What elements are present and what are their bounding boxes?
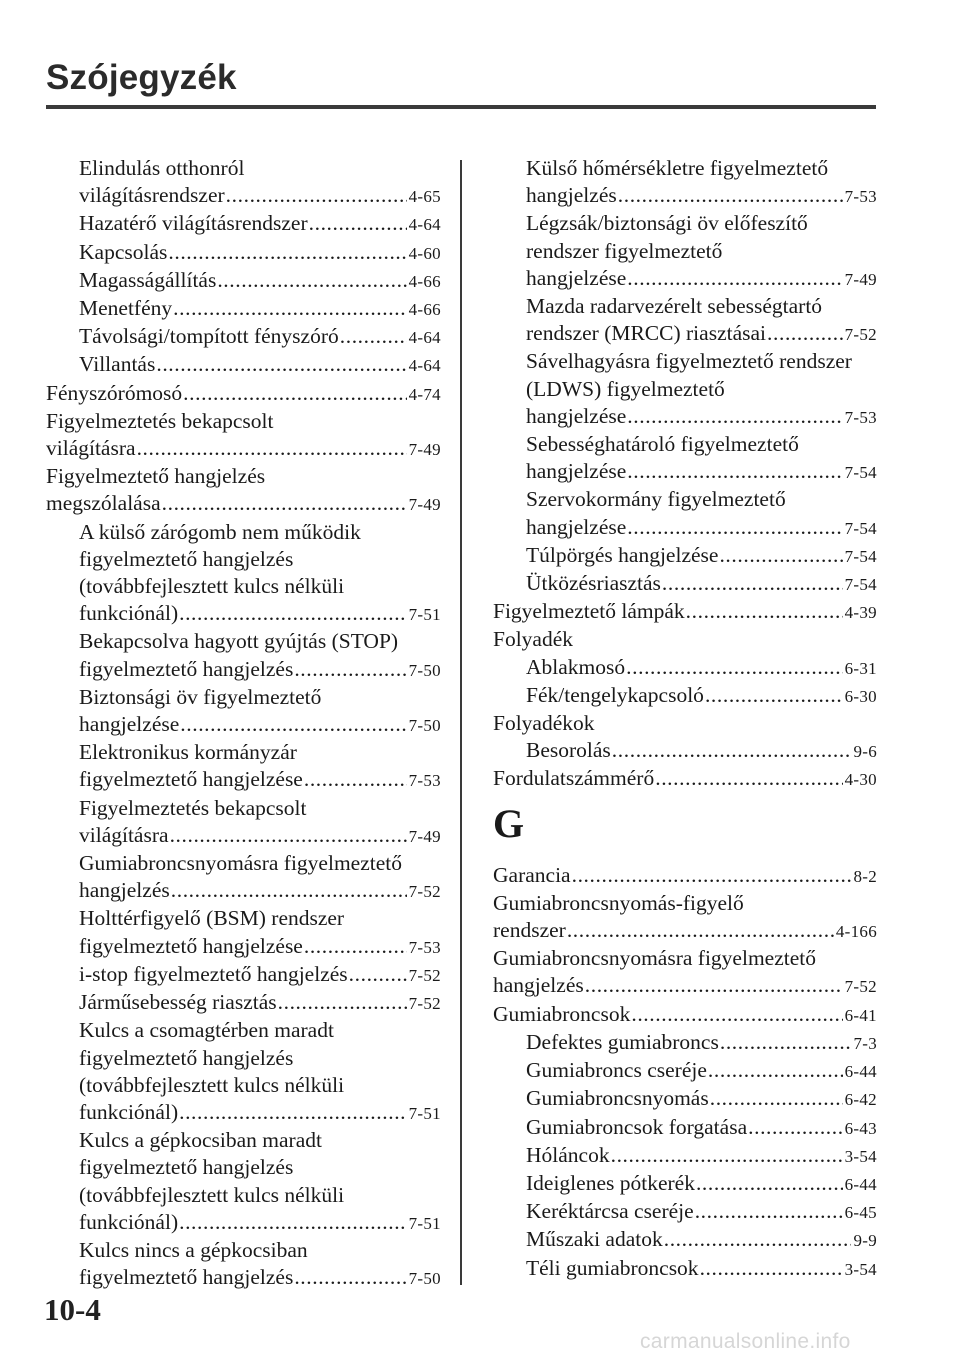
page-reference: 7-53 (408, 937, 441, 957)
index-term: Hazatérő világításrendszer (79, 211, 308, 236)
index-term: hangjelzése (526, 514, 627, 539)
index-entry (493, 862, 877, 890)
index-subentry (493, 1255, 877, 1283)
dot-leader (655, 765, 842, 792)
dot-leader (340, 323, 407, 350)
index-subentry (46, 795, 441, 822)
dot-leader (567, 917, 834, 944)
page-reference: 4-65 (408, 187, 441, 207)
dot-leader (572, 862, 852, 889)
dot-leader (179, 1209, 407, 1236)
index-term: Gumiabroncs cseréje (526, 1058, 707, 1083)
index-term: Ütközésriasztás (526, 571, 661, 596)
index-term: Defektes gumiabroncs (526, 1029, 719, 1054)
dot-leader (226, 182, 407, 209)
index-subentry (493, 431, 877, 458)
index-term: Sávelhagyásra figyelmeztető rendszer (526, 349, 852, 374)
index-subentry (493, 155, 877, 182)
index-term: A külső zárógomb nem működik (79, 519, 361, 544)
index-entry (46, 435, 441, 463)
dot-leader (349, 961, 407, 988)
index-term: (továbbfejlesztett kulcs nélküli (79, 1182, 345, 1207)
index-term: Szervokormány figyelmeztető (526, 487, 786, 512)
index-term: Garancia (493, 862, 571, 887)
index-subentry (46, 822, 441, 850)
index-term: figyelmeztető hangjelzés (79, 656, 294, 681)
index-term: funkciónál) (79, 1099, 179, 1124)
dot-leader (748, 1114, 843, 1141)
index-term: Hóláncok (526, 1142, 610, 1167)
index-subentry (46, 600, 441, 628)
index-term: rendszer (493, 918, 566, 943)
index-subentry (46, 877, 441, 905)
index-term: Fényszórómosó (46, 380, 183, 405)
index-term: figyelmeztető hangjelzés (79, 546, 294, 571)
index-term: figyelmeztető hangjelzés (79, 1265, 294, 1290)
index-subentry (493, 1142, 877, 1170)
index-subentry (46, 766, 441, 794)
index-subentry (493, 682, 877, 710)
dot-leader (627, 514, 842, 541)
page-reference: 6-43 (844, 1118, 877, 1138)
dot-leader (705, 682, 843, 709)
index-term: Gumiabroncsok forgatása (526, 1114, 748, 1139)
index-term: Ideiglenes pótkerék (526, 1170, 695, 1195)
index-entry (493, 710, 877, 737)
index-subentry (493, 1170, 877, 1198)
index-term: Kulcs a gépkocsiban maradt (79, 1128, 322, 1153)
dot-leader (294, 1264, 406, 1291)
dot-leader (708, 1057, 843, 1084)
index-term: Sebességhatároló figyelmeztető (526, 432, 799, 457)
index-subentry (46, 210, 441, 238)
page-reference: 7-50 (408, 716, 441, 736)
index-subentry (46, 1099, 441, 1127)
index-subentry (493, 265, 877, 293)
index-subentry (46, 239, 441, 267)
index-subentry (46, 989, 441, 1017)
index-term: Mazda radarvezérelt sebességtartó (526, 294, 823, 319)
dot-leader (627, 403, 842, 430)
index-term: Elindulás otthonról (79, 156, 245, 180)
index-subentry (46, 573, 441, 600)
index-term: hangjelzés (526, 183, 617, 208)
page-reference: 3-54 (844, 1146, 877, 1166)
index-term: Biztonsági öv figyelmeztető (79, 684, 322, 709)
page-reference: 6-30 (844, 686, 877, 706)
index-subentry (493, 1198, 877, 1226)
index-subentry (493, 403, 877, 431)
dot-leader (710, 1085, 843, 1112)
page-reference: 7-52 (844, 977, 877, 997)
index-subentry (493, 293, 877, 320)
index-term: hangjelzése (79, 712, 180, 737)
dot-leader (719, 542, 842, 569)
dot-leader (664, 1226, 852, 1253)
index-entry (46, 490, 441, 518)
dot-leader (700, 1255, 843, 1282)
index-entries-g (493, 862, 877, 1283)
page-reference: 6-31 (844, 658, 877, 678)
index-entry (493, 598, 877, 626)
index-subentry (46, 323, 441, 351)
dot-leader (294, 656, 406, 683)
index-term: (továbbfejlesztett kulcs nélküli (79, 574, 345, 599)
index-term: Gumiabroncsnyomás-figyelő (493, 890, 744, 915)
index-subentry (46, 684, 441, 711)
index-term: Keréktárcsa cseréje (526, 1199, 694, 1224)
index-subentry (493, 376, 877, 403)
index-term: Fék/tengelykapcsoló (526, 682, 704, 707)
index-subentry (46, 1264, 441, 1292)
dot-leader (304, 766, 407, 793)
index-term: (LDWS) figyelmeztető (526, 376, 725, 401)
index-term: Ablakmosó (526, 654, 626, 679)
page-title: Szójegyzék (46, 58, 237, 97)
dot-leader (137, 435, 407, 462)
index-subentry (46, 519, 441, 546)
index-term: Külső hőmérsékletre figyelmeztető (526, 156, 829, 180)
index-subentry (493, 654, 877, 682)
index-term: Bekapcsolva hagyott gyújtás (STOP) (79, 629, 399, 654)
index-term: Gumiabroncsok (493, 1001, 631, 1026)
column-divider (460, 160, 462, 1285)
index-term: hangjelzése (526, 459, 627, 484)
index-entry (46, 408, 441, 435)
dot-leader (720, 1029, 852, 1056)
index-subentry (46, 351, 441, 379)
index-term: Távolsági/tompított fényszóró (79, 324, 339, 349)
index-term: (továbbfejlesztett kulcs nélküli (79, 1072, 345, 1097)
index-subentry (46, 1072, 441, 1099)
index-term: funkciónál) (79, 1209, 179, 1234)
index-term: hangjelzése (526, 265, 627, 290)
index-subentry (46, 656, 441, 684)
index-term: Gumiabroncsnyomásra figyelmeztető (493, 946, 816, 971)
page-reference: 7-52 (408, 882, 441, 902)
index-entry (493, 890, 877, 917)
index-subentry (46, 1017, 441, 1044)
page-reference: 9-9 (853, 1231, 877, 1251)
index-subentry (493, 1226, 877, 1254)
index-column-left (46, 155, 441, 1292)
index-term: rendszer figyelmeztető (526, 238, 723, 263)
dot-leader (180, 711, 406, 738)
index-subentry (493, 182, 877, 210)
index-subentry (46, 850, 441, 877)
dot-leader (179, 1099, 407, 1126)
page-reference: 4-66 (408, 271, 441, 291)
page-reference: 7-50 (408, 1269, 441, 1289)
index-subentry (493, 320, 877, 348)
section-letter-g: G (493, 800, 525, 846)
index-subentry (493, 1085, 877, 1113)
page-reference: 7-49 (844, 269, 877, 289)
dot-leader (309, 210, 407, 237)
index-subentry (46, 933, 441, 961)
dot-leader (179, 600, 407, 627)
index-term: Figyelmeztető lámpák (493, 599, 685, 624)
index-subentry (46, 1182, 441, 1209)
index-entry (493, 765, 877, 793)
index-entries-f (493, 155, 877, 794)
index-subentry (46, 711, 441, 739)
dot-leader (695, 1198, 843, 1225)
index-term: Magasságállítás (79, 267, 217, 292)
index-term: Figyelmeztetés bekapcsolt (79, 795, 307, 820)
index-term: Villantás (79, 352, 156, 377)
index-subentry (493, 1114, 877, 1142)
index-subentry (46, 546, 441, 573)
dot-leader (278, 989, 407, 1016)
index-term: rendszer (MRCC) riasztásai (526, 321, 767, 346)
dot-leader (686, 598, 843, 625)
page-reference: 7-49 (408, 826, 441, 846)
dot-leader (304, 933, 407, 960)
dot-leader (173, 295, 406, 322)
page-reference: 7-51 (408, 1213, 441, 1233)
index-term: Légzsák/biztonsági öv előfeszítő (526, 211, 808, 236)
page-reference: 7-52 (844, 325, 877, 345)
header-rule (46, 105, 876, 109)
dot-leader (696, 1170, 843, 1197)
dot-leader (171, 877, 407, 904)
page-reference: 7-3 (853, 1033, 877, 1053)
index-term: megszólalása (46, 491, 161, 516)
index-subentry (46, 1154, 441, 1181)
page-number: 10-4 (44, 1292, 101, 1327)
index-entry (493, 1001, 877, 1029)
index-subentry (46, 1209, 441, 1237)
index-term: Téli gumiabroncsok (526, 1255, 699, 1280)
page-reference: 7-53 (844, 407, 877, 427)
dot-leader (627, 265, 842, 292)
page-reference: 7-52 (408, 965, 441, 985)
index-subentry (493, 542, 877, 570)
index-term: Figyelmeztető hangjelzés (46, 464, 266, 489)
index-term: Gumiabroncsnyomásra figyelmeztető (79, 851, 402, 876)
index-term: figyelmeztető hangjelzése (79, 767, 303, 792)
index-subentry (46, 628, 441, 655)
page-reference: 4-60 (408, 243, 441, 263)
index-entry (46, 380, 441, 408)
dot-leader (183, 380, 406, 407)
index-term: Túlpörgés hangjelzése (526, 542, 719, 567)
dot-leader (627, 458, 842, 485)
index-entry (46, 463, 441, 490)
page-reference: 4-39 (844, 603, 877, 623)
index-subentry (493, 348, 877, 375)
page-reference: 6-42 (844, 1090, 877, 1110)
index-term: Elektronikus kormányzár (79, 740, 297, 765)
index-term: Holttérfigyelő (BSM) rendszer (79, 906, 345, 931)
dot-leader (626, 654, 842, 681)
dot-leader (168, 239, 406, 266)
index-subentry (46, 961, 441, 989)
page-reference: 6-44 (844, 1062, 877, 1082)
page-reference: 4-74 (408, 384, 441, 404)
page-reference: 8-2 (853, 866, 877, 886)
index-term: Kulcs a csomagtérben maradt (79, 1018, 334, 1043)
index-subentry (493, 238, 877, 265)
index-term: hangjelzés (79, 878, 170, 903)
page-reference: 7-54 (844, 546, 877, 566)
index-term: figyelmeztető hangjelzés (79, 1045, 294, 1070)
page-reference: 4-166 (835, 922, 877, 942)
page-reference: 9-6 (853, 742, 877, 762)
watermark: carmanualsonline.info (640, 1330, 851, 1353)
page-reference: 4-30 (844, 770, 877, 790)
index-term: funkciónál) (79, 601, 179, 626)
index-term: figyelmeztető hangjelzése (79, 933, 303, 958)
dot-leader (767, 320, 843, 347)
index-subentry (493, 458, 877, 486)
index-term: hangjelzése (526, 403, 627, 428)
page-reference: 4-66 (408, 300, 441, 320)
index-term: i-stop figyelmeztető hangjelzés (79, 961, 348, 986)
index-subentry (46, 1127, 441, 1154)
page-reference: 6-41 (844, 1005, 877, 1025)
index-term: figyelmeztető hangjelzés (79, 1155, 294, 1180)
index-subentry (493, 1057, 877, 1085)
page-reference: 7-51 (408, 605, 441, 625)
index-term: Gumiabroncsnyomás (526, 1086, 709, 1111)
page-reference: 7-52 (408, 994, 441, 1014)
index-subentry (46, 267, 441, 295)
dot-leader (618, 182, 843, 209)
page-reference: 4-64 (408, 356, 441, 376)
page-reference: 7-51 (408, 1103, 441, 1123)
page-reference: 6-44 (844, 1174, 877, 1194)
dot-leader (162, 490, 407, 517)
index-term: Műszaki adatok (526, 1227, 663, 1252)
dot-leader (217, 267, 406, 294)
index-term: Folyadékok (493, 711, 595, 736)
index-term: Besorolás (526, 738, 611, 763)
page-reference: 7-50 (408, 660, 441, 680)
dot-leader (585, 972, 843, 999)
index-entry (493, 972, 877, 1000)
page-reference: 3-54 (844, 1259, 877, 1279)
index-term: Fordulatszámmérő (493, 766, 655, 791)
dot-leader (662, 570, 843, 597)
index-entry (493, 917, 877, 945)
page-reference: 7-49 (408, 440, 441, 460)
index-term: világításrendszer (79, 183, 225, 208)
page-reference: 7-53 (408, 771, 441, 791)
index-subentry (46, 155, 441, 182)
index-term: Kulcs nincs a gépkocsiban (79, 1237, 308, 1262)
page-reference: 7-54 (844, 518, 877, 538)
index-subentry (493, 486, 877, 513)
page-reference: 7-54 (844, 463, 877, 483)
index-term: Folyadék (493, 627, 574, 652)
index-entry (493, 626, 877, 653)
page-reference: 6-45 (844, 1203, 877, 1223)
index-subentry (493, 210, 877, 237)
index-term: hangjelzés (493, 973, 584, 998)
page-reference: 7-54 (844, 575, 877, 595)
index-subentry (493, 737, 877, 765)
index-subentry (46, 295, 441, 323)
index-term: világításra (46, 436, 136, 461)
index-subentry (46, 182, 441, 210)
page-reference: 7-49 (408, 495, 441, 515)
dot-leader (156, 351, 406, 378)
dot-leader (612, 737, 852, 764)
index-subentry (493, 570, 877, 598)
index-subentry (46, 1237, 441, 1264)
index-term: Figyelmeztetés bekapcsolt (46, 408, 274, 433)
index-subentry (493, 1029, 877, 1057)
index-column-right (493, 155, 877, 1283)
index-subentry (46, 905, 441, 932)
dot-leader (631, 1001, 842, 1028)
dot-leader (170, 822, 407, 849)
index-subentry (46, 739, 441, 766)
index-subentry (493, 514, 877, 542)
index-term: Menetfény (79, 296, 173, 321)
index-subentry (46, 1045, 441, 1072)
page-reference: 4-64 (408, 328, 441, 348)
index-term: világításra (79, 822, 169, 847)
dot-leader (611, 1142, 843, 1169)
index-term: Járműsebesség riasztás (79, 990, 277, 1015)
index-term: Kapcsolás (79, 239, 168, 264)
index-entry (493, 945, 877, 972)
page-reference: 7-53 (844, 187, 877, 207)
page-reference: 4-64 (408, 215, 441, 235)
